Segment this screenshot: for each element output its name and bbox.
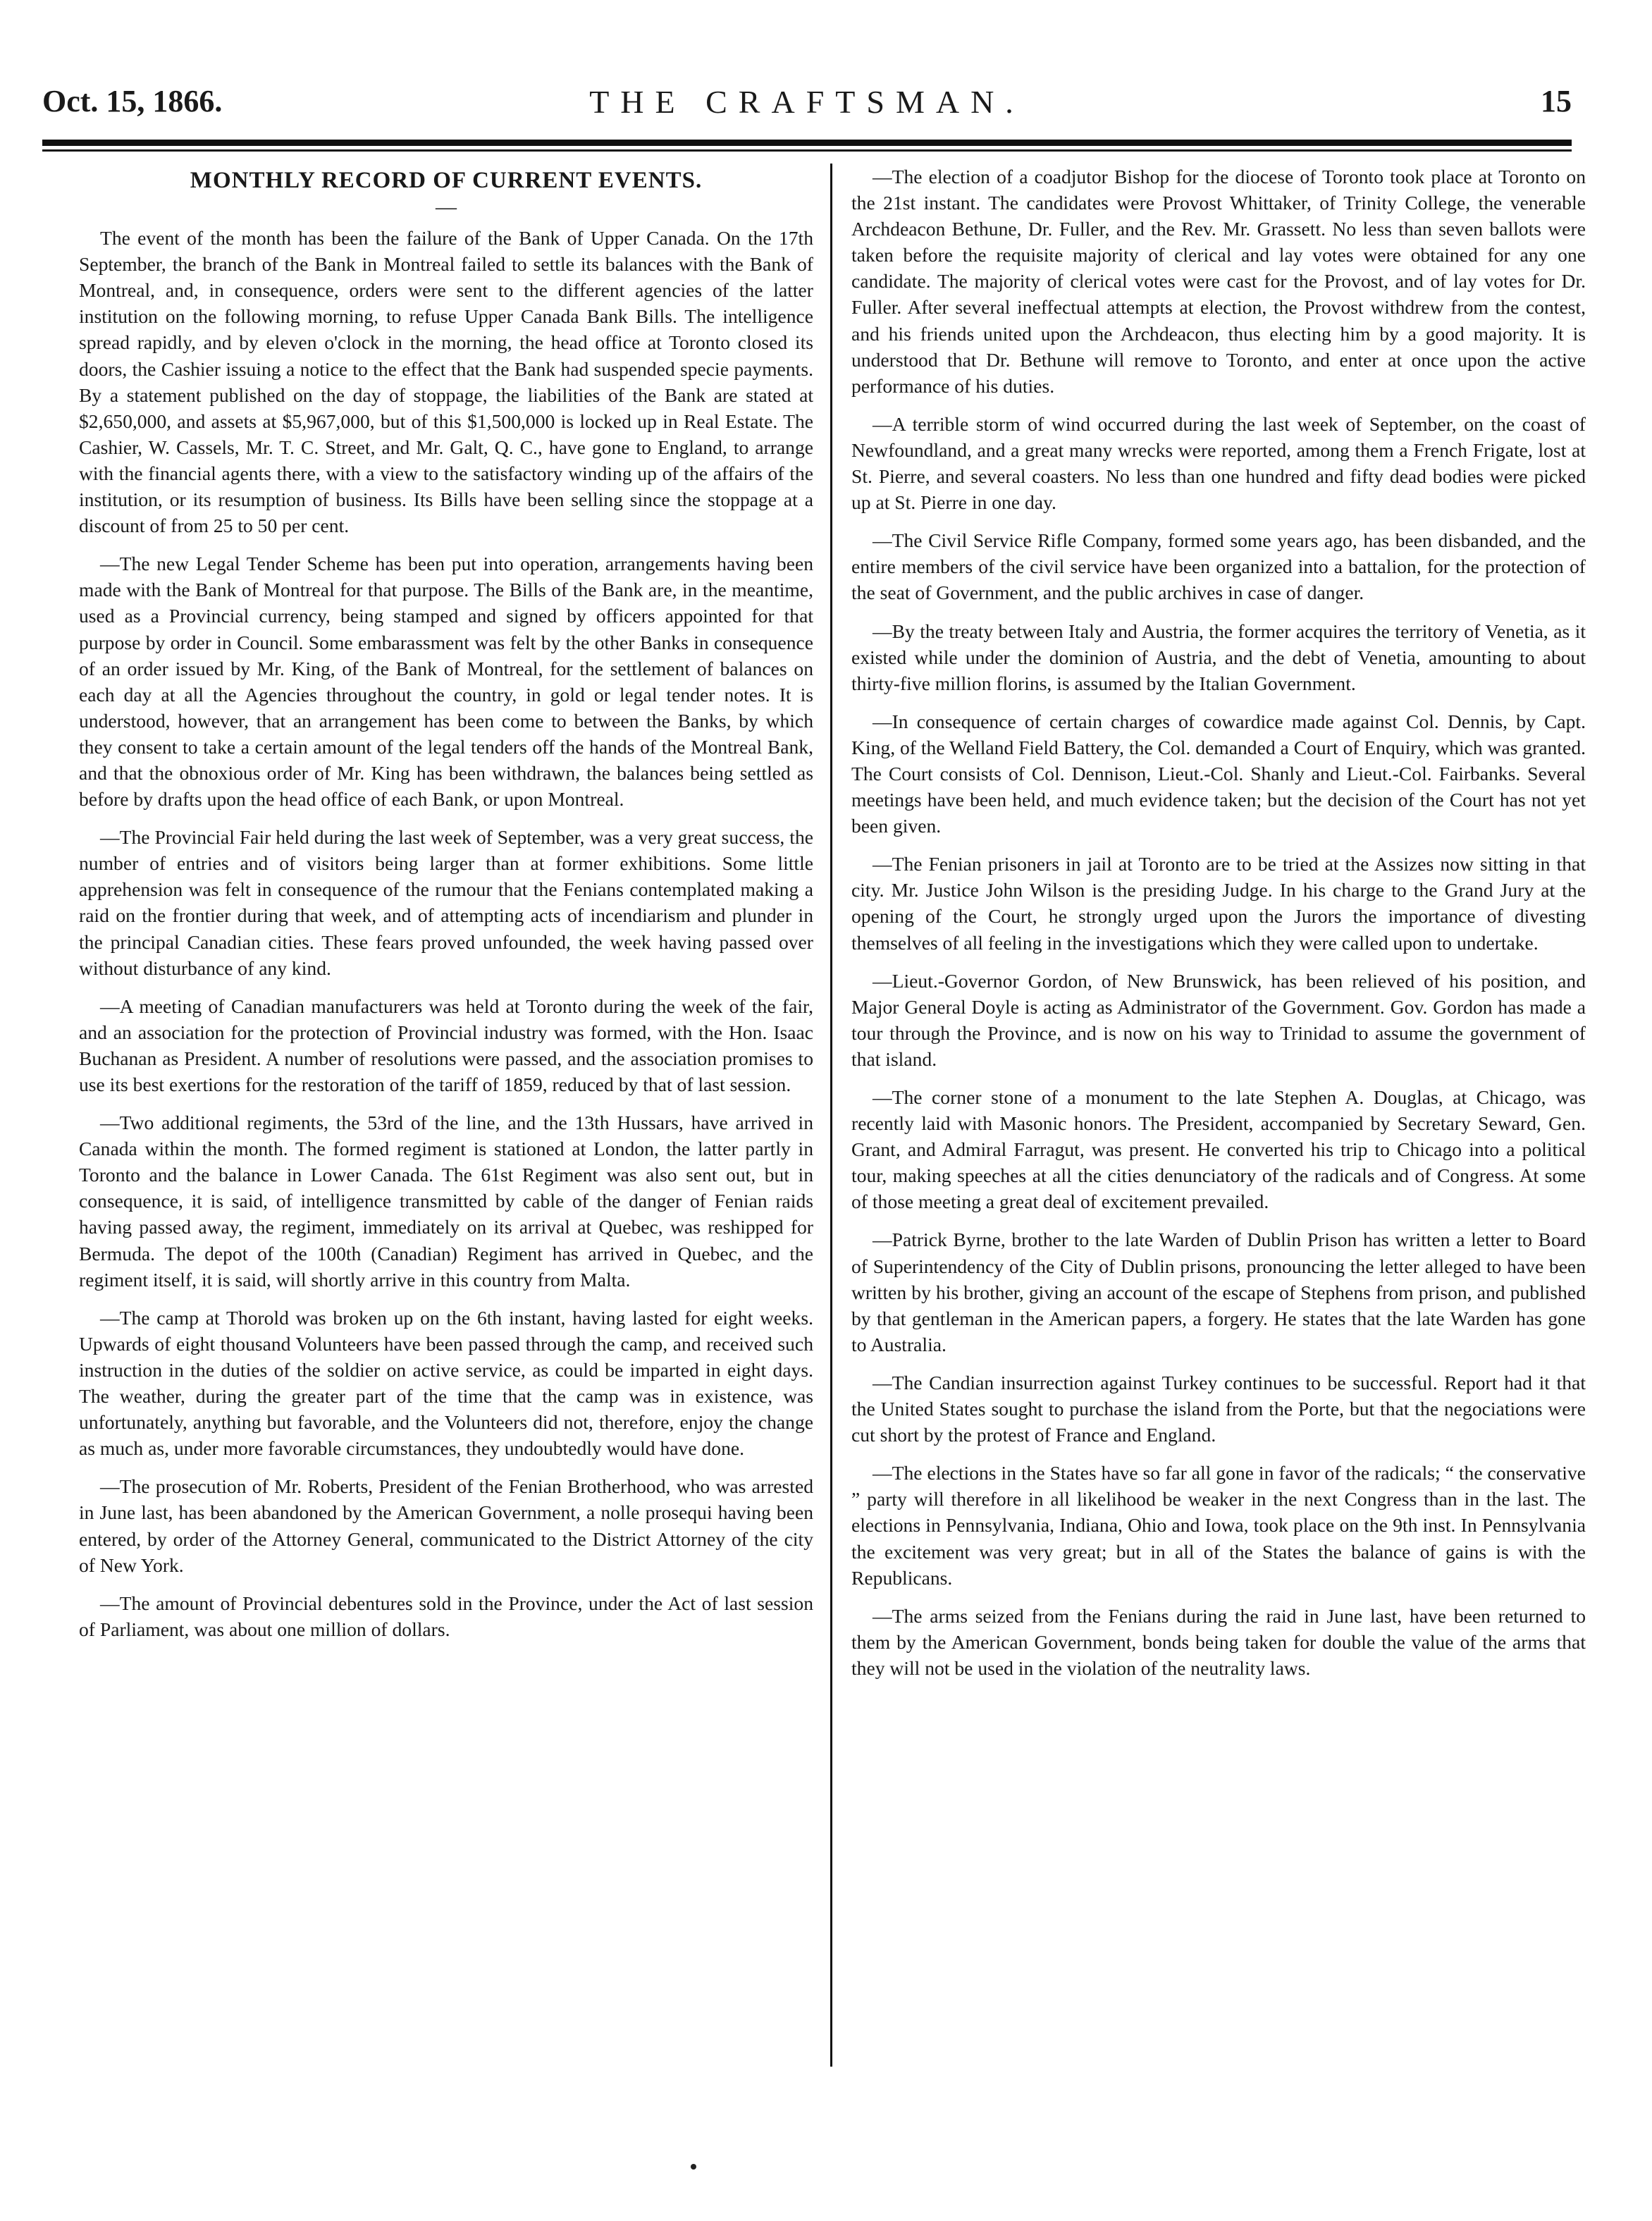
header-rule-thin [42,149,1572,152]
article-paragraph: —The elections in the States have so far all gone in favor of the radicals; “ the conservative ” party will therefore in all likelihood be weaker in the next Congress than in the last. The elections in Pennsylvania, Indiana, Ohio and Iowa, took place on the 9th inst. In Pennsylvania the excitement was very great; but in all of the States the balance of gains is with the Republicans. [851,1462,1586,1589]
article-paragraph: —The corner stone of a monument to the late Stephen A. Douglas, at Chicago, was recently laid with Masonic honors. The President, accompanied by Secretary Seward, Gen. Grant, and Admiral Farragut, was present. He converted his trip to Chicago into a political tour, making speeches at all the cities denunciatory of the radicals and of Congress. At some of those meeting a great deal of excitement prevailed. [851,1086,1586,1213]
article-paragraph: —Lieut.-Governor Gordon, of New Brunswick, has been relieved of his position, and Major General Doyle is acting as Administrator of the Government. Gov. Gordon has made a tour through the Province, and is now on his way to Trinidad to assume the government of that island. [851,969,1586,1070]
article-paragraph: —The election of a coadjutor Bishop for the diocese of Toronto took place at Toronto on the 21st instant. The candidates were Provost Whittaker, of Trinity College, the venerable Archdeacon Bethune, Dr. Fuller, and the Rev. Mr. Grassett. No less than seven ballots were taken before the requisite majority of clerical and lay votes were obtained for any one candidate. The majority of clerical votes were cast for the Provost, and of lay votes for Dr. Fuller. After several ineffectual attempts at election, the Provost withdrew from the contest, and his friends united upon the Archdeacon, thus electing him by a good majority. It is understood that Dr. Bethune will remove to Toronto, and enter at once upon the active performance of his duties. [851,166,1586,397]
right-column [851,164,1586,1693]
issue-date: Oct. 15, 1866. [42,84,223,118]
page-header [42,83,1572,133]
page-number: 15 [1541,84,1572,118]
article-paragraph: —The prosecution of Mr. Roberts, President of the Fenian Brotherhood, who was arrested in June last, has been abandoned by the American Government, a nolle prosequi having been entered, by order of the Attorney General, communicated to the District Attorney of the city of New York. [79,1475,813,1576]
article-paragraph: —A meeting of Canadian manufacturers was held at Toronto during the week of the fair, and an association for the protection of Provincial industry was formed, with the Hon. Isaac Buchanan as President. A number of resolutions were passed, and the association promises to use its best exertions for the restoration of the tariff of 1859, reduced by that of last session. [79,995,813,1095]
article-paragraph: —The Candian insurrection against Turkey continues to be successful. Report had it that the United States sought to purchase the island from the Porte, but that the negociations were cut short by the protest of France and England. [851,1371,1586,1446]
article-paragraph: —Patrick Byrne, brother to the late Warden of Dublin Prison has written a letter to Board of Superintendency of the City of Dublin prisons, pronouncing the letter alleged to have been written by his brother, giving an account of the escape of Stephens from prison, and published by that gentleman in the American papers, a forgery. He states that the late Warden has gone to Australia. [851,1229,1586,1355]
article-paragraph: —The Provincial Fair held during the last week of September, was a very great success, the number of entries and of visitors being larger than at former exhibitions. Some little apprehension was felt in consequence of the rumour that the Fenians contemplated making a raid on the frontier during that week, and of attempting acts of incendiarism and plunder in the principal Canadian cities. These fears proved unfounded, the week having passed over without disturbance of any kind. [79,826,813,979]
article-paragraph: —By the treaty between Italy and Austria, the former acquires the territory of Venetia, as it existed while under the dominion of Austria, and the debt of Venetia, amounting to about thirty-five million florins, is assumed by the Italian Government. [851,620,1586,694]
article-paragraph: —The amount of Provincial debentures sold in the Province, under the Act of last session of Parliament, was about one million of dollars. [79,1592,813,1640]
article-paragraph: —A terrible storm of wind occurred during the last week of September, on the coast of Newfoundland, and a great many wrecks were reported, among them a French Frigate, lost at St. Pierre, and several coasters. No less than one hundred and fifty dead bodies were picked up at St. Pierre in one day. [851,412,1586,514]
article-paragraph: —Two additional regiments, the 53rd of the line, and the 13th Hussars, have arrived in Canada within the month. The formed regiment is stationed at London, the latter partly in Toronto and the balance in Lower Canada. The 61st Regiment was also sent out, but in consequence, it is said, of intelligence transmitted by cable of the danger of Fenian raids having passed away, the regiment, immediately on its arrival at Quebec, was reshipped for Bermuda. The depot of the 100th (Canadian) Regiment has arrived in Quebec, and the regiment itself, it is said, will shortly arrive in this country from Malta. [79,1112,813,1291]
article-paragraph: —In consequence of certain charges of cowardice made against Col. Dennis, by Capt. King, of the Welland Field Battery, the Col. demanded a Court of Enquiry, which was granted. The Court consists of Col. Dennison, Lieut.-Col. Shanly and Lieut.-Col. Fairbanks. Several meetings have been held, and much evidence taken; but the decision of the Court has not yet been given. [851,710,1586,837]
publication-title: THE CRAFTSMAN. [589,84,1025,120]
column-divider [830,164,832,2067]
print-speck [691,2164,696,2170]
article-paragraph: —The arms seized from the Fenians during the raid in June last, have been returned to them by the American Government, bonds being taken for double the value of the arms that they will not be used in the violation of the neutrality laws. [851,1604,1586,1679]
section-dash: — [436,195,457,219]
article-paragraph: —The Fenian prisoners in jail at Toronto are to be tried at the Assizes now sitting in that city. Mr. Justice John Wilson is the presiding Judge. In his charge to the Grand Jury at the opening of the Court, he strongly urged upon the Jurors the importance of divesting themselves of all feeling in the investigations which they were called upon to undertake. [851,853,1586,954]
article-paragraph: —The Civil Service Rifle Company, formed some years ago, has been disbanded, and the entire members of the civil service have been organized into a battalion, for the protection of the seat of Government, and the public archives in case of danger. [851,529,1586,604]
header-rule-thick [42,140,1572,146]
article-paragraph: —The new Legal Tender Scheme has been put into operation, arrangements having been made with the Bank of Montreal for that purpose. The Bills of the Bank are, in the meantime, used as a Provincial currency, being stamped and signed by officers appointed for that purpose by order in Council. Some embarassment was felt by the other Banks in consequence of an order issued by Mr. King, of the Bank of Montreal, for the settlement of balances on each day at all the Agencies throughout the country, in gold or legal tender notes. It is understood, however, that an arrangement has been come to between the Banks, by which they consent to take a certain amount of the legal tenders off the hands of the Montreal Bank, and that the obnoxious order of Mr. King has been withdrawn, the balances being settled as before by drafts upon the head office of each Bank, or upon Montreal. [79,553,813,811]
section-title: MONTHLY RECORD OF CURRENT EVENTS. [190,168,703,193]
article-paragraph: The event of the month has been the failure of the Bank of Upper Canada. On the 17th September, the branch of the Bank in Montreal failed to settle its balances with the Bank of Montreal, and, in consequence, orders were sent to the different agencies of the latter institution on the following morning, to refuse Upper Canada Bank Bills. The intelligence spread rapidly, and by eleven o'clock in the morning, the head office at Toronto closed its doors, the Cashier issuing a notice to the effect that the Bank had suspended specie payments. By a statement published on the day of stoppage, the liabilities of the Bank are stated at $2,650,000, and assets at $5,967,000, but of this $1,500,000 is locked up in Real Estate. The Cashier, W. Cassels, Mr. T. C. Street, and Mr. Galt, Q. C., have gone to England, to arrange with the financial agents there, with a view to the satisfactory winding up of the affairs of the institution, or its resumption of business. Its Bills have been selling since the stoppage at a discount of from 25 to 50 per cent. [79,227,813,537]
article-paragraph: —The camp at Thorold was broken up on the 6th instant, having lasted for eight weeks. Upwards of eight thousand Volunteers have been passed through the camp, and received such instruction in the duties of the soldier on active service, as could be imparted in eight days. The weather, during the greater part of the time that the camp was in existence, was unfortunately, anything but favorable, and the Volunteers did not, therefore, enjoy the change as much as, under more favorable circumstances, they undoubtedly would have done. [79,1306,813,1460]
left-column [79,164,813,1654]
